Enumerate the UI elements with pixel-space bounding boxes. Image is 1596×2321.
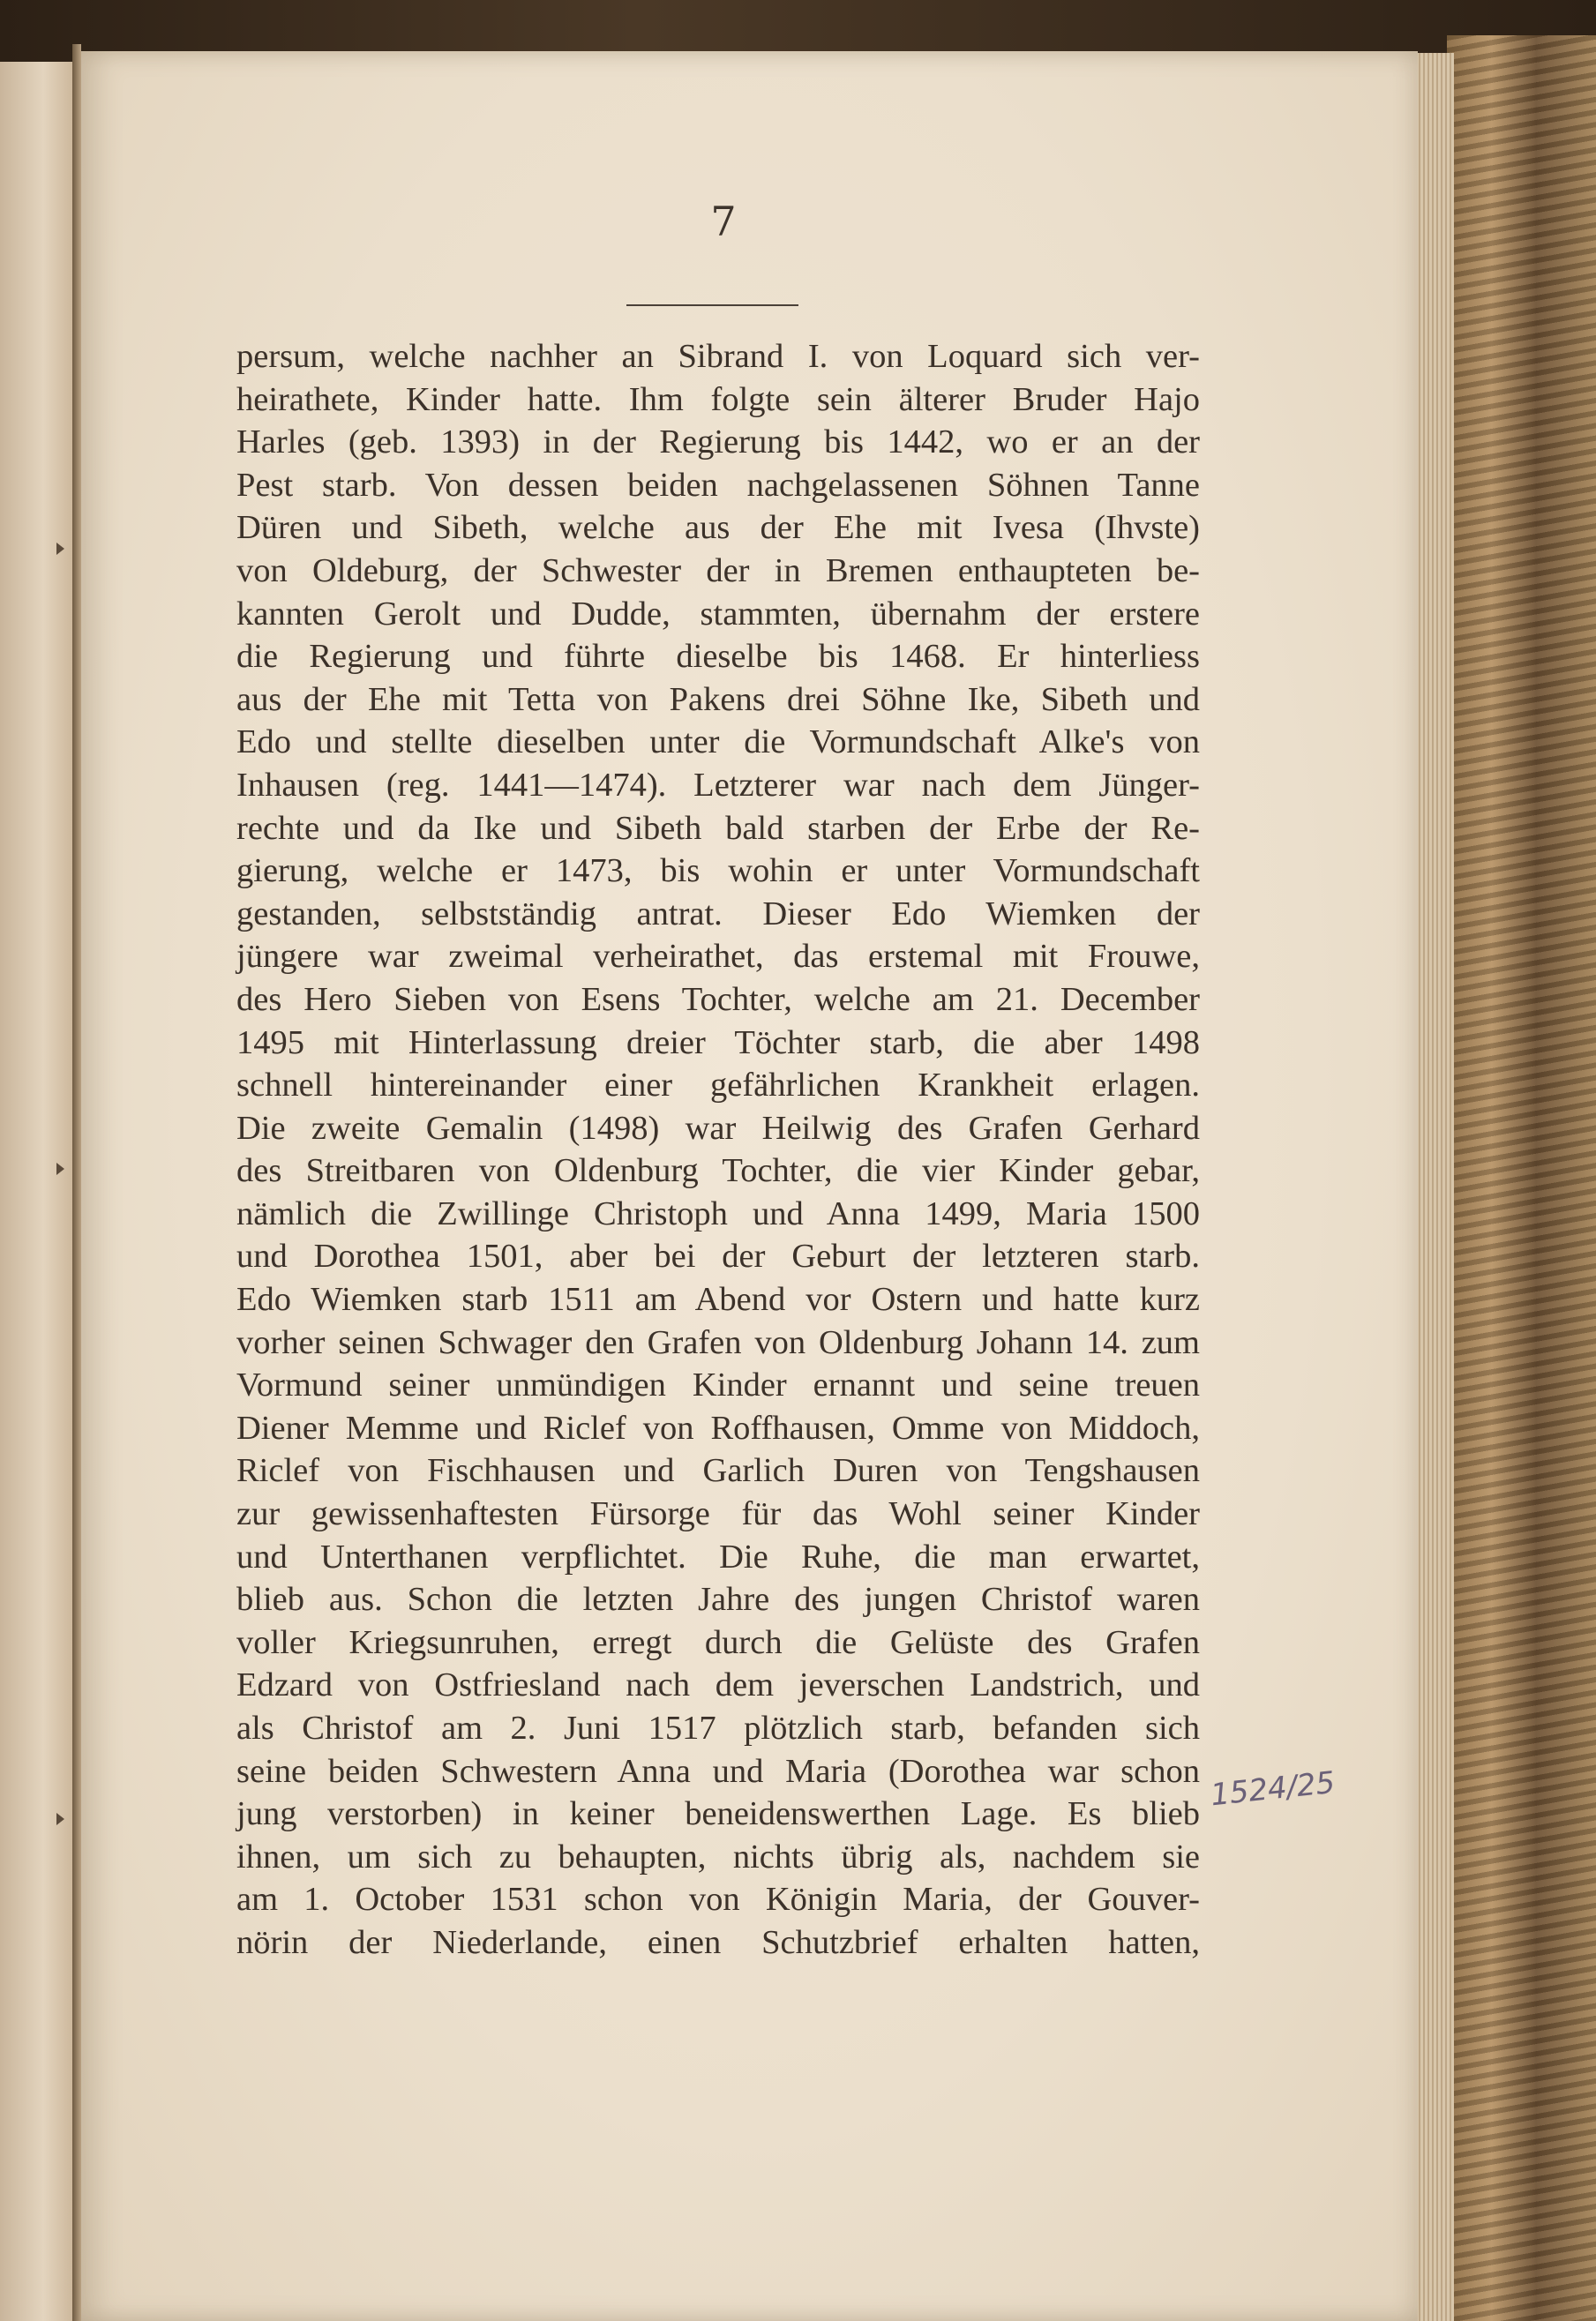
- text-line: die Regierung und führte dieselbe bis 1468. Er hinterliess: [236, 638, 1200, 676]
- text-line: voller Kriegsunruhen, erregt durch die Gelüste des Grafen: [236, 1623, 1200, 1661]
- margin-mark: [56, 1813, 64, 1825]
- text-line: gierung, welche er 1473, bis wohin er unter Vormundschaft: [236, 852, 1200, 890]
- margin-mark: [56, 1163, 64, 1175]
- cover-edge: [1447, 35, 1596, 2321]
- text-line: des Streitbaren von Oldenburg Tochter, die vier Kinder gebar,: [236, 1152, 1200, 1190]
- text-line: Inhausen (reg. 1441—1474). Letzterer war nach dem Jünger-: [236, 766, 1200, 804]
- left-page-edge: [0, 62, 74, 2321]
- text-line: seine beiden Schwestern Anna und Maria (Dorothea war schon: [236, 1752, 1200, 1790]
- text-line: Riclef von Fischhausen und Garlich Duren von Tengshausen: [236, 1452, 1200, 1490]
- book-gutter: [72, 44, 81, 2321]
- page-number: 7: [710, 198, 737, 245]
- text-line: rechte und da Ike und Sibeth bald starben der Erbe der Re-: [236, 809, 1200, 847]
- page-stack-edge: [1412, 53, 1454, 2321]
- text-line: schnell hintereinander einer gefährlichen Krankheit erlagen.: [236, 1067, 1200, 1104]
- text-line: Harles (geb. 1393) in der Regierung bis 1442, wo er an der: [236, 423, 1200, 461]
- text-line: kannten Gerolt und Dudde, stammten, übernahm der erstere: [236, 595, 1200, 633]
- text-line: Düren und Sibeth, welche aus der Ehe mit Ivesa (Ihvste): [236, 509, 1200, 547]
- text-line: nörin der Niederlande, einen Schutzbrief erhalten hatten,: [236, 1923, 1200, 1961]
- text-line: als Christof am 2. Juni 1517 plötzlich starb, befanden sich: [236, 1710, 1200, 1747]
- text-line: und Unterthanen verpflichtet. Die Ruhe, die man erwartet,: [236, 1538, 1200, 1576]
- text-line: zur gewissenhaftesten Fürsorge für das Wohl seiner Kinder: [236, 1495, 1200, 1533]
- body-text: [236, 335, 1200, 1965]
- text-line: blieb aus. Schon die letzten Jahre des jungen Christof waren: [236, 1581, 1200, 1619]
- text-line: Edzard von Ostfriesland nach dem jeverschen Landstrich, und: [236, 1666, 1200, 1704]
- text-line: 1495 mit Hinterlassung dreier Töchter starb, die aber 1498: [236, 1023, 1200, 1061]
- handwritten-annotation: 1524/25: [1209, 1764, 1337, 1814]
- text-line: Die zweite Gemalin (1498) war Heilwig des Grafen Gerhard: [236, 1109, 1200, 1147]
- text-line: ihnen, um sich zu behaupten, nichts übrig als, nachdem sie: [236, 1838, 1200, 1876]
- text-line: von Oldeburg, der Schwester der in Bremen enthaupteten be-: [236, 551, 1200, 589]
- text-line: nämlich die Zwillinge Christoph und Anna 1499, Maria 1500: [236, 1194, 1200, 1232]
- margin-mark: [56, 543, 64, 555]
- text-line: gestanden, selbstständig antrat. Dieser Edo Wiemken der: [236, 895, 1200, 932]
- text-line: Pest starb. Von dessen beiden nachgelassenen Söhnen Tanne: [236, 466, 1200, 504]
- text-line: jung verstorben) in keiner beneidenswerthen Lage. Es blieb: [236, 1795, 1200, 1833]
- text-line: persum, welche nachher an Sibrand I. von Loquard sich ver-: [236, 338, 1200, 375]
- text-line: Vormund seiner unmündigen Kinder ernannt und seine treuen: [236, 1366, 1200, 1404]
- text-line: vorher seinen Schwager den Grafen von Oldenburg Johann 14. zum: [236, 1323, 1200, 1361]
- text-line: aus der Ehe mit Tetta von Pakens drei Söhne Ike, Sibeth und: [236, 680, 1200, 718]
- text-line: Edo und stellte dieselben unter die Vormundschaft Alke's von: [236, 723, 1200, 761]
- text-line: Diener Memme und Riclef von Roffhausen, Omme von Middoch,: [236, 1409, 1200, 1447]
- text-line: des Hero Sieben von Esens Tochter, welche am 21. December: [236, 980, 1200, 1018]
- text-line: jüngere war zweimal verheirathet, das erstemal mit Frouwe,: [236, 938, 1200, 976]
- text-line: Edo Wiemken starb 1511 am Abend vor Ostern und hatte kurz: [236, 1281, 1200, 1319]
- page-number-rule: [626, 304, 798, 306]
- text-line: am 1. October 1531 schon von Königin Maria, der Gouver-: [236, 1881, 1200, 1919]
- text-line: heirathete, Kinder hatte. Ihm folgte sein älterer Bruder Hajo: [236, 380, 1200, 418]
- text-line: und Dorothea 1501, aber bei der Geburt der letzteren starb.: [236, 1238, 1200, 1276]
